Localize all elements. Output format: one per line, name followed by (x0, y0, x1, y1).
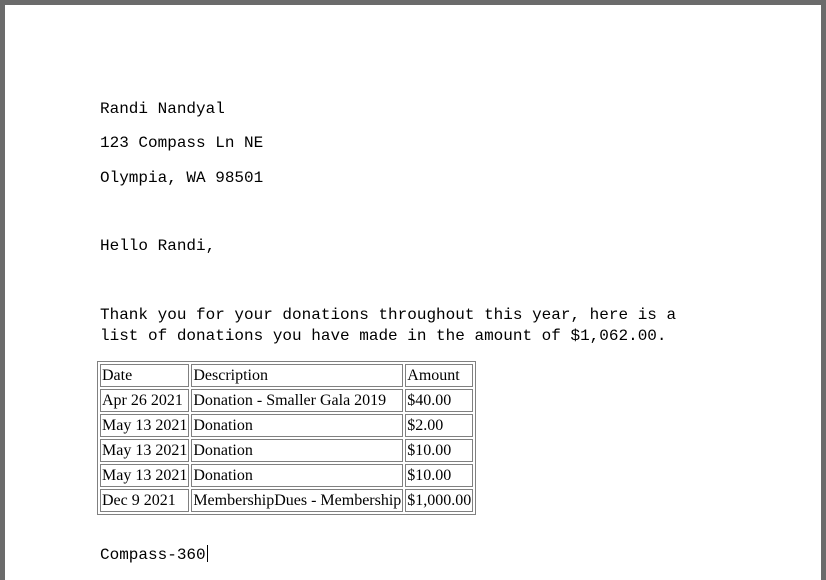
cell-description: Donation (191, 464, 403, 487)
cell-amount: $10.00 (405, 439, 473, 462)
body-paragraph (100, 305, 676, 347)
table-row (100, 439, 473, 462)
header-description: Description (191, 364, 403, 387)
cell-date: May 13 2021 (100, 414, 189, 437)
signature-line[interactable] (100, 545, 208, 564)
body-line-1: Thank you for your donations throughout this year, here is a (100, 306, 677, 324)
cell-date: Apr 26 2021 (100, 389, 189, 412)
text-cursor (207, 545, 208, 562)
document-page[interactable] (5, 5, 821, 580)
table-row (100, 414, 473, 437)
cell-description: MembershipDues - Membership (191, 489, 403, 512)
cell-date: Dec 9 2021 (100, 489, 189, 512)
cell-amount: $40.00 (405, 389, 473, 412)
address-line-2: Olympia, WA 98501 (100, 169, 264, 187)
greeting: Hello Randi, (100, 237, 216, 255)
cell-date: May 13 2021 (100, 439, 189, 462)
table-row (100, 464, 473, 487)
cell-date: May 13 2021 (100, 464, 189, 487)
header-date: Date (100, 364, 189, 387)
body-line-2: list of donations you have made in the amount of $1,062.00. (100, 327, 667, 345)
table-row (100, 389, 473, 412)
cell-description: Donation (191, 439, 403, 462)
cell-amount: $10.00 (405, 464, 473, 487)
cell-description: Donation - Smaller Gala 2019 (191, 389, 403, 412)
header-amount: Amount (405, 364, 473, 387)
table-row (100, 489, 473, 512)
cell-amount: $1,000.00 (405, 489, 473, 512)
table-header-row (100, 364, 473, 387)
cell-description: Donation (191, 414, 403, 437)
cell-amount: $2.00 (405, 414, 473, 437)
signature: Compass-360 (100, 546, 206, 564)
donations-table (97, 361, 476, 515)
recipient-name: Randi Nandyal (100, 100, 225, 118)
address-line-1: 123 Compass Ln NE (100, 134, 264, 152)
